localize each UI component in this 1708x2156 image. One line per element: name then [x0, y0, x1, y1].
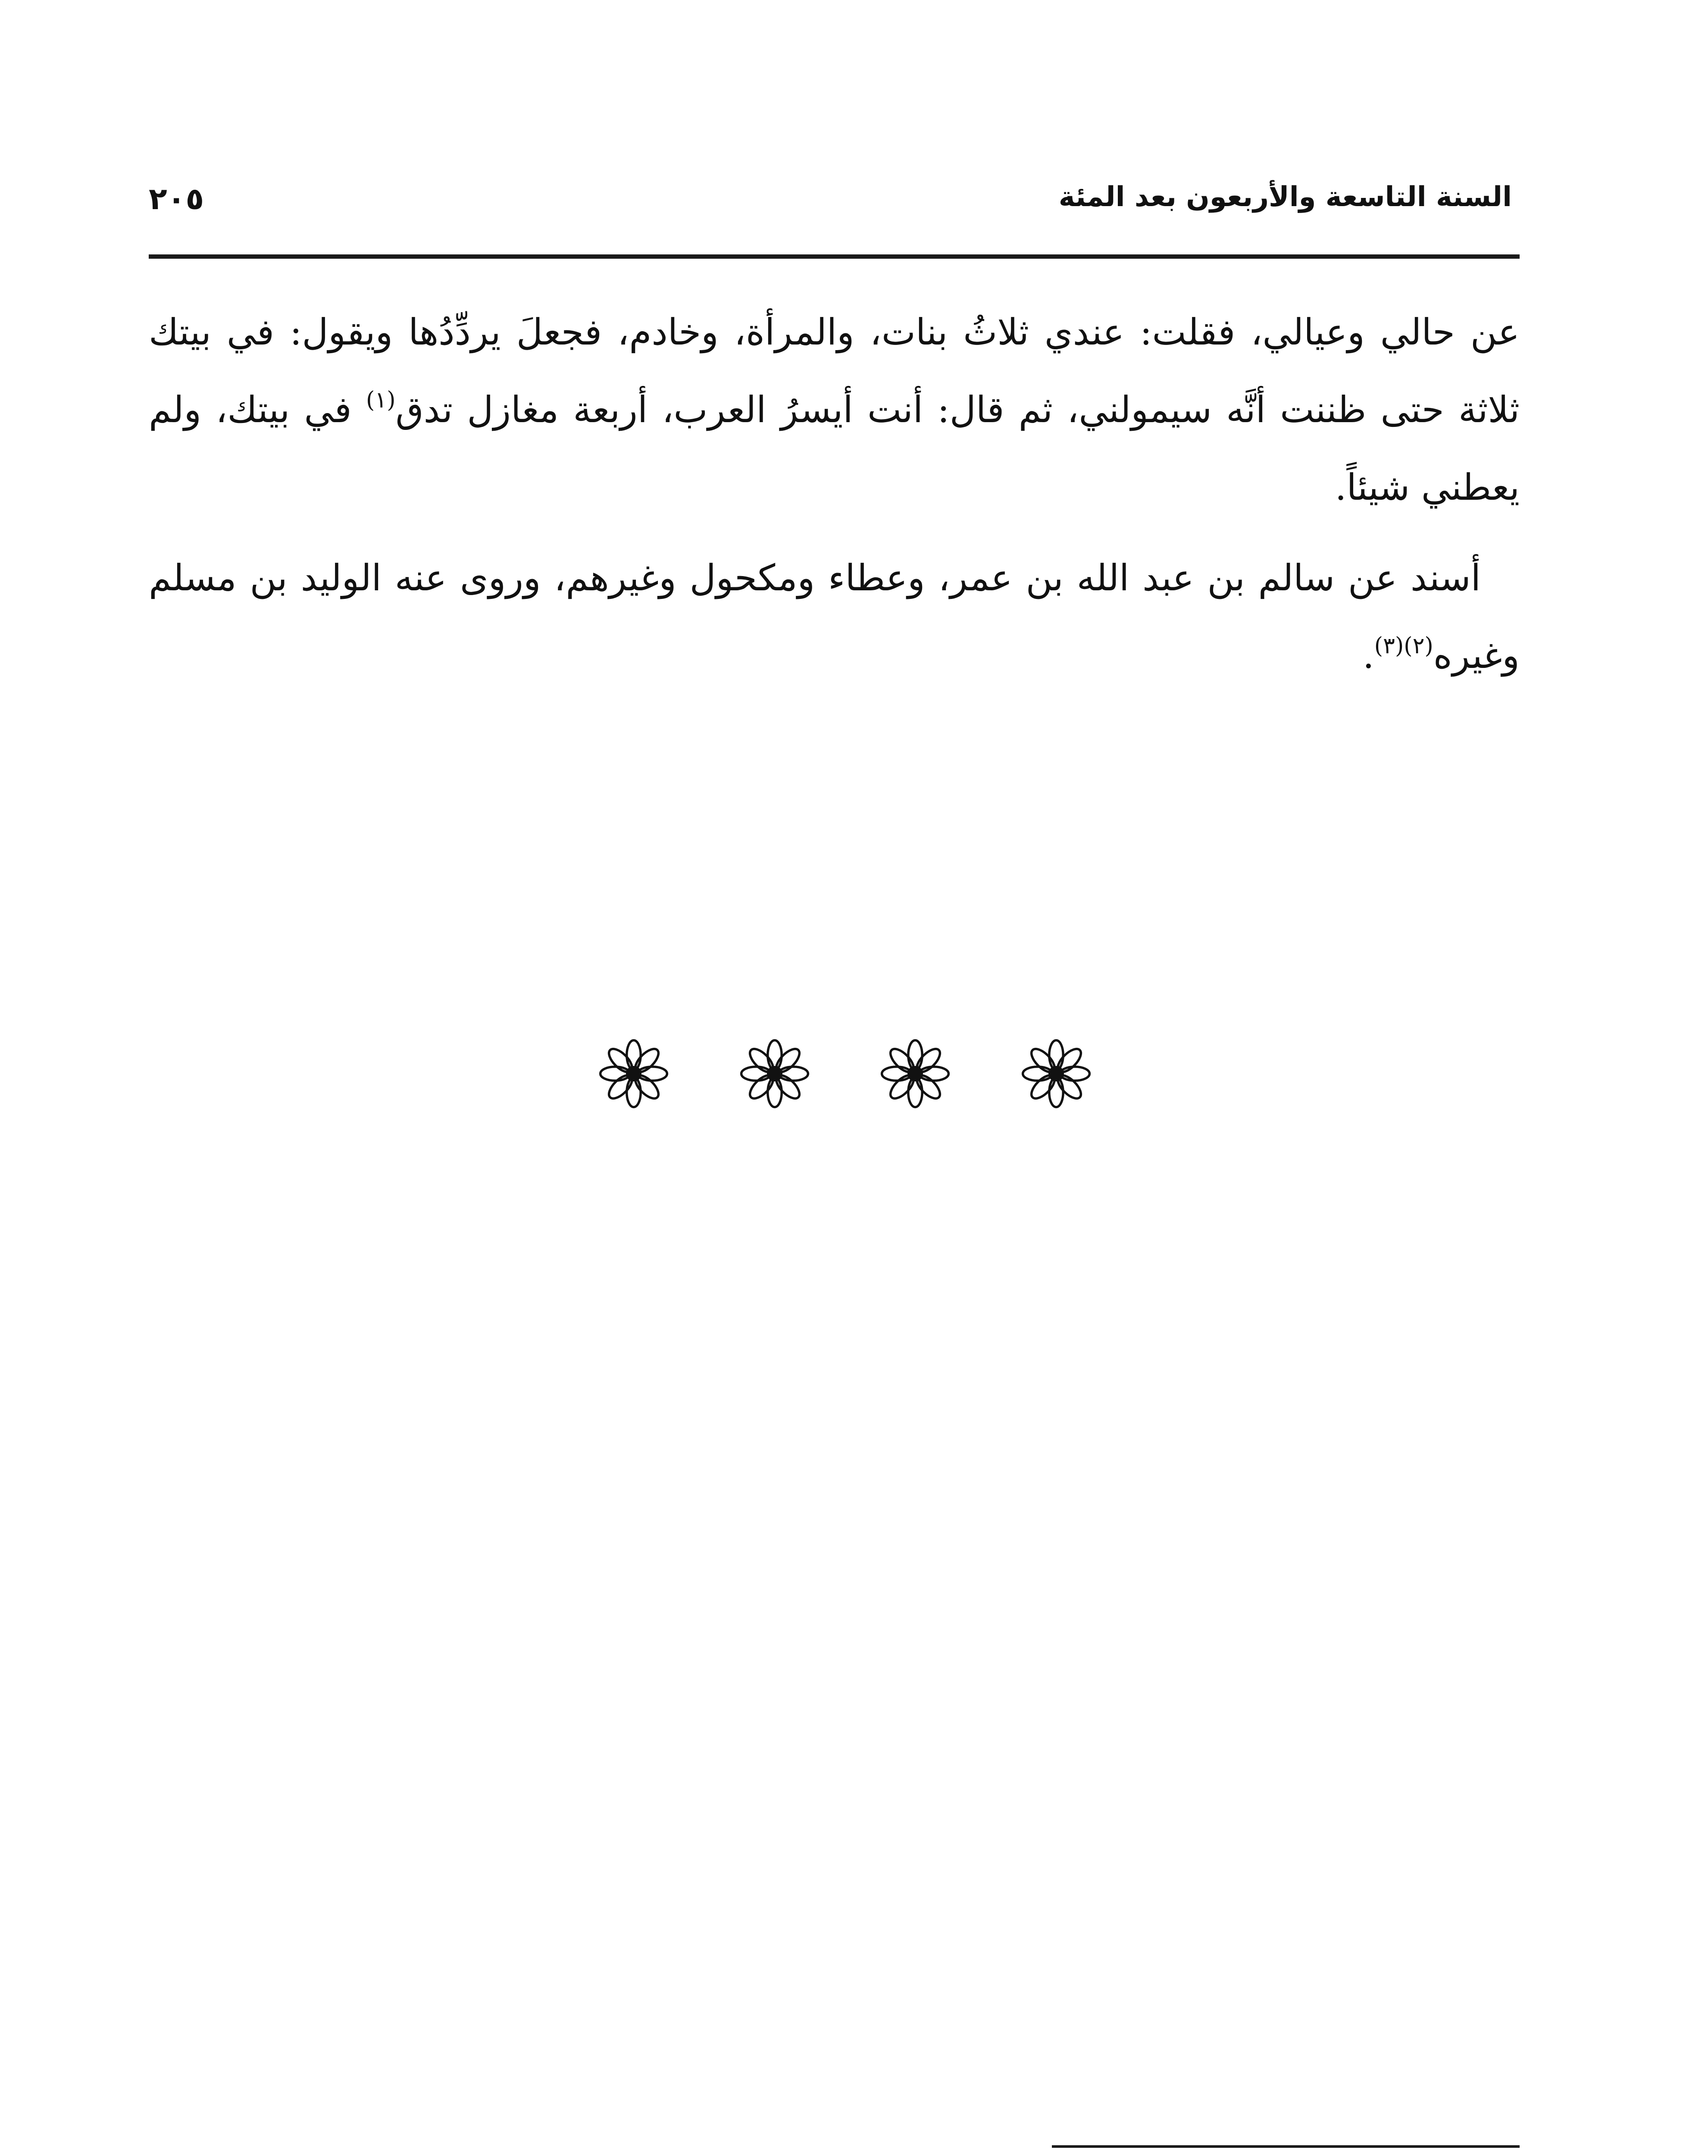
paragraph-2-text-a: أسند عن سالم بن عبد الله بن عمر، وعطاء ومكحول وغيرهم، وروى عنه الوليد بن مسلم وغيره	[149, 557, 1520, 677]
paragraph-2-text-b: .	[1363, 634, 1374, 677]
flower-ornament-icon	[595, 1035, 673, 1112]
main-text	[149, 293, 1520, 694]
footnote-separator	[1052, 2145, 1520, 2148]
paragraph-1-text-a: عن حالي وعيالي، فقلت: عندي ثلاثُ بنات، والمرأة، وخادم، فجعلَ يردِّدُها ويقول: في بيتك ثلاثة حتى ظننت أنَّه سيمولني، ثم قال: أنت أيسرُ العرب، أربعة مغازل تدق	[149, 311, 1520, 431]
footnote-ref-2: (٢)	[1404, 633, 1433, 659]
paragraph-1	[149, 293, 1520, 526]
flower-ornament-icon	[736, 1035, 813, 1112]
section-divider-ornaments	[595, 1031, 1095, 1117]
paragraph-1-text-b: في بيتك، ولم يعطني شيئاً.	[149, 389, 1520, 508]
flower-ornament-icon	[1017, 1035, 1095, 1112]
header-rule	[149, 254, 1520, 259]
flower-ornament-icon	[876, 1035, 954, 1112]
running-title: السنة التاسعة والأربعون بعد المئة	[1058, 181, 1512, 213]
paragraph-2	[149, 539, 1520, 694]
footnote-ref-3: (٣)	[1374, 633, 1404, 659]
footnote-ref-1: (١)	[366, 387, 396, 413]
page-number: ٢٠٥	[149, 181, 204, 216]
